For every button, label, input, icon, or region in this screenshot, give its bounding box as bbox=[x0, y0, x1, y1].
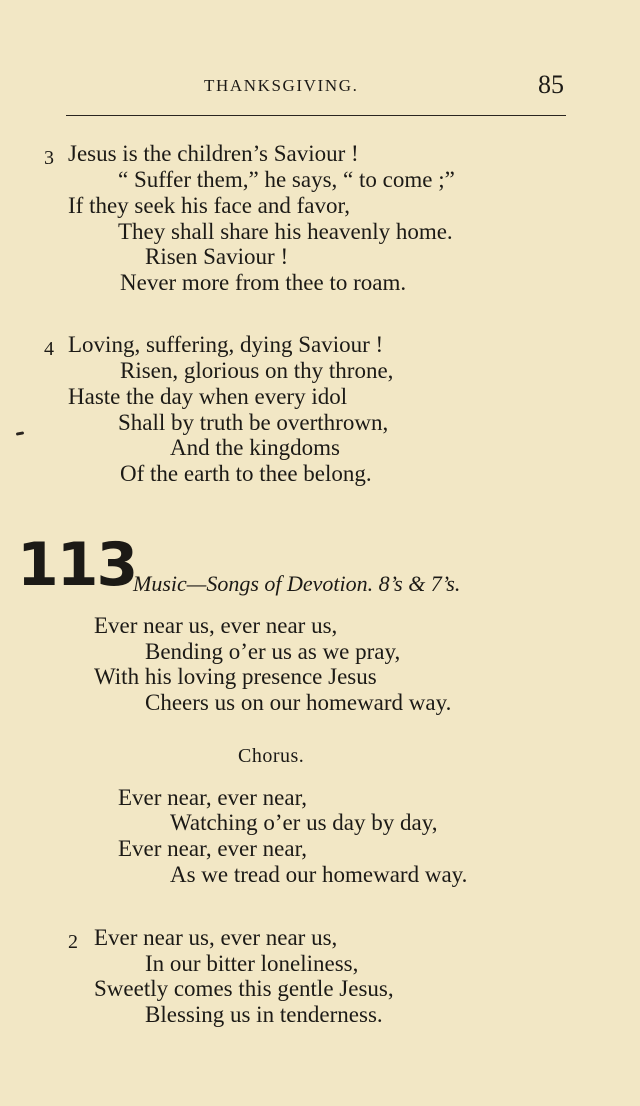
chorus-heading: Chorus. bbox=[238, 745, 305, 767]
verse-line: In our bitter loneliness, bbox=[145, 951, 359, 976]
page-number: 85 bbox=[538, 70, 564, 99]
verse-line: Loving, suffering, dying Saviour ! bbox=[68, 332, 384, 357]
verse-line: Risen Saviour ! bbox=[145, 244, 289, 269]
chorus-line: Ever near, ever near, bbox=[118, 785, 308, 810]
chorus-line: As we tread our homeward way. bbox=[170, 862, 468, 887]
verse-number: 2 bbox=[68, 931, 78, 953]
verse-line: Haste the day when every idol bbox=[68, 384, 348, 409]
verse-line: Blessing us in tenderness. bbox=[145, 1002, 383, 1027]
verse-line: If they seek his face and favor, bbox=[68, 193, 350, 218]
verse-line: Risen, glorious on thy throne, bbox=[120, 358, 394, 383]
verse-line: Shall by truth be overthrown, bbox=[118, 410, 389, 435]
verse-line: Ever near us, ever near us, bbox=[94, 925, 338, 950]
verse-number: 3 bbox=[44, 147, 54, 169]
verse-line: Cheers us on our homeward way. bbox=[145, 690, 452, 715]
hymn-music-heading: Music—Songs of Devotion. 8’s & 7’s. bbox=[133, 571, 461, 596]
verse-line: With his loving presence Jesus bbox=[94, 664, 377, 689]
verse-line: Ever near us, ever near us, bbox=[94, 613, 338, 638]
header-rule bbox=[66, 115, 566, 116]
verse-line: Of the earth to thee belong. bbox=[120, 461, 372, 486]
verse-line: And the kingdoms bbox=[170, 435, 340, 460]
hymn-number: 113 bbox=[17, 530, 137, 600]
chorus-line: Ever near, ever near, bbox=[118, 836, 308, 861]
verse-line: Bending o’er us as we pray, bbox=[145, 639, 401, 664]
verse-line: Sweetly comes this gentle Jesus, bbox=[94, 976, 394, 1001]
verse-line: “ Suffer them,” he says, “ to come ;” bbox=[118, 167, 455, 192]
chorus-line: Watching o’er us day by day, bbox=[170, 810, 438, 835]
verse-number: 4 bbox=[44, 338, 54, 360]
verse-line: Jesus is the children’s Saviour ! bbox=[68, 141, 359, 166]
ink-speck bbox=[16, 431, 24, 435]
verse-line: They shall share his heavenly home. bbox=[118, 219, 453, 244]
verse-line: Never more from thee to roam. bbox=[120, 270, 407, 295]
section-title: THANKSGIVING. bbox=[204, 76, 359, 95]
running-head bbox=[0, 70, 640, 106]
